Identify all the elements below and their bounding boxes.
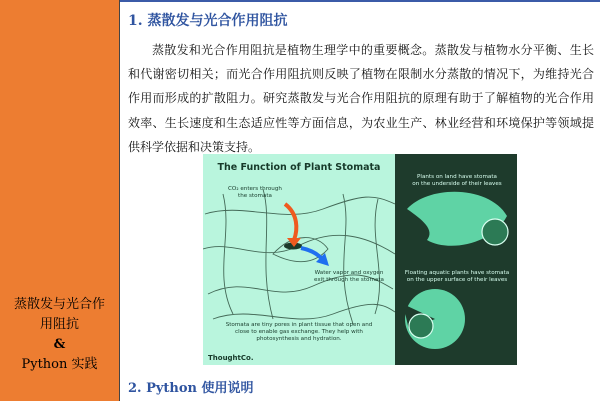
co2-note-line: CO₂ enters through	[228, 186, 282, 192]
sidebar-title-line: 蒸散发与光合作	[13, 297, 105, 312]
land-leaf-stomata-detail	[482, 219, 508, 245]
description-line: photosynthesis and hydration.	[256, 336, 342, 342]
top-rule	[120, 0, 600, 2]
sidebar-title-ampersand: &	[53, 337, 66, 352]
water-arrow	[301, 248, 323, 260]
description-line: Stomata are tiny pores in plant tissue that open and	[225, 322, 373, 328]
stomata-description	[213, 322, 385, 343]
figure-left-panel	[203, 154, 395, 365]
thoughtco-logo: ThoughtCo.	[208, 354, 254, 362]
figure-right-panel	[395, 154, 517, 365]
water-note-line: exit through the stomata	[314, 277, 384, 283]
aquatic-leaf-stomata-detail	[409, 314, 433, 338]
co2-note	[225, 186, 285, 200]
sidebar	[0, 0, 120, 401]
land-note-line: Plants on land have stomata	[417, 174, 497, 180]
description-line: close to enable gas exchange. They help with	[235, 329, 363, 335]
sidebar-title-line: Python 实践	[21, 357, 98, 372]
sidebar-title-line: 用阻抗	[39, 317, 79, 332]
figure-title: The Function of Plant Stomata	[217, 162, 381, 173]
section-2-heading: 2. Python 使用说明	[128, 381, 254, 396]
land-note-line: on the underside of their leaves	[412, 181, 502, 187]
co2-arrow	[285, 204, 296, 240]
land-plants-note	[401, 174, 513, 188]
sidebar-title	[0, 295, 119, 375]
aquatic-note-line: Floating aquatic plants have stomata	[404, 270, 510, 276]
section-1-paragraph: 蒸散发和光合作用阻抗是植物生理学中的重要概念。蒸散发与植物水分平衡、生长和代谢密切相关；而光合作用阻抗则反映了植物在限制水分蒸散的情况下，为维持光合作用而形成的扩散阻力。研究蒸散发与光合作用阻抗的原理有助于了解植物的光合作用效率、生长速度和生态适应性等方面信息，为农业生产、林业经营和环境保护等领域提供科学依据和决策支持。	[128, 43, 594, 154]
aquatic-plants-note	[401, 270, 513, 284]
co2-note-line: the stomata	[238, 193, 272, 199]
water-note	[307, 270, 391, 284]
section-1-heading: 1. 蒸散发与光合作用阻抗	[128, 13, 288, 29]
water-note-line: Water vapor and oxygen	[314, 270, 384, 276]
aquatic-note-line: on the upper surface of their leaves	[406, 277, 508, 283]
stomata-figure	[203, 154, 517, 365]
